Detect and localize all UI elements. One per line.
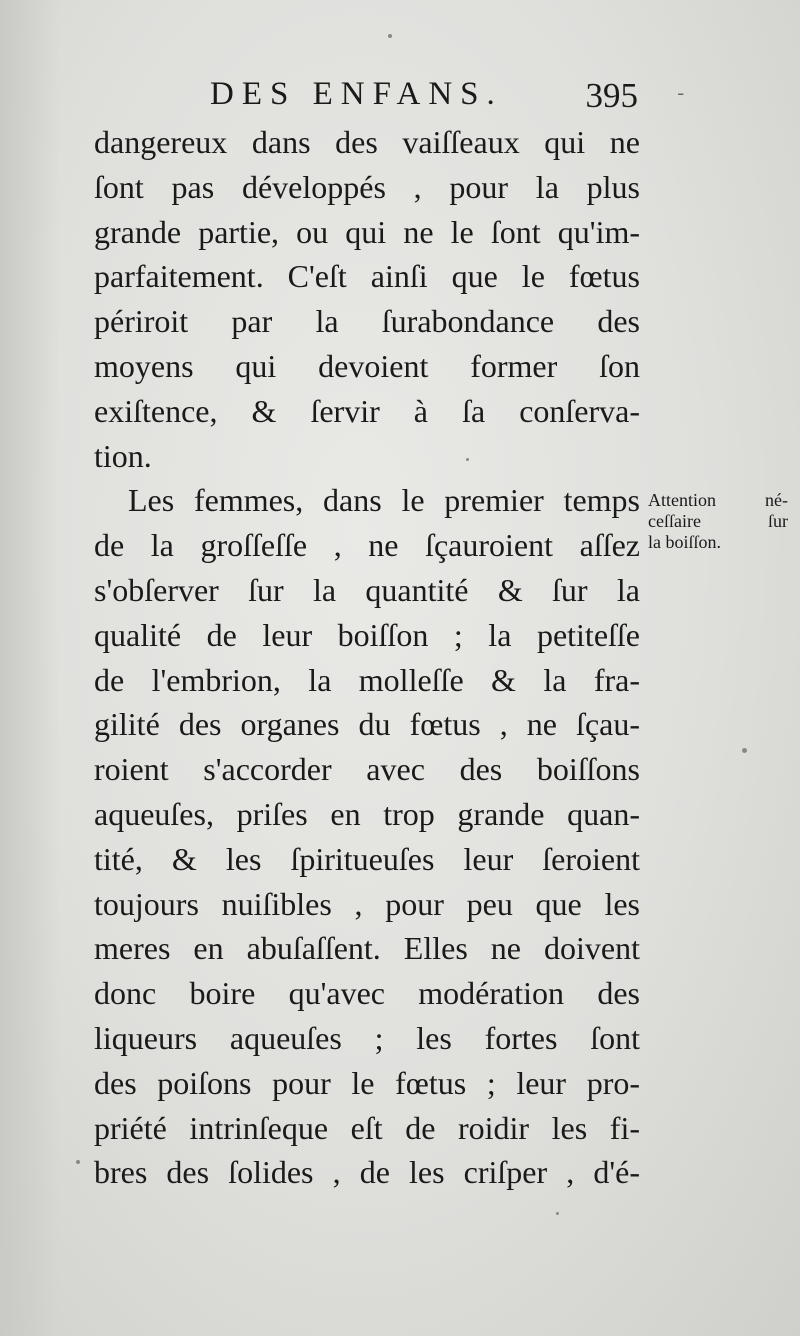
paper-speck [556, 1212, 559, 1215]
text-line: gilité des organes du fœtus , ne ſçau- [94, 706, 640, 743]
text-line: de la groſſeſſe , ne ſçauroient aſſez [94, 527, 640, 564]
text-line: meres en abuſaſſent. Elles ne doivent [94, 930, 640, 967]
text-line: s'obſerver ſur la quantité & ſur la [94, 571, 640, 608]
margin-dash: - [677, 82, 684, 104]
paragraph-start-line: Les femmes, dans le premier temps [128, 482, 640, 519]
text-line: aqueuſes, priſes en trop grande quan- [94, 795, 640, 832]
text-line: de l'embrion, la molleſſe & la fra- [94, 661, 640, 698]
text-line: des poiſons pour le fœtus ; leur pro- [94, 1064, 640, 1101]
running-head [210, 72, 684, 120]
text-line: ſont pas développés , pour la plus [94, 168, 640, 205]
text-line: liqueurs aqueuſes ; les fortes ſont [94, 1019, 640, 1056]
gutter-shadow [0, 0, 60, 1336]
paper-speck [76, 1160, 80, 1164]
margin-note-line: Attention né- [648, 490, 788, 510]
text-line: tion. [94, 437, 152, 474]
running-title: DES ENFANS. [210, 76, 503, 112]
margin-note-line: la boiſſon. [648, 532, 721, 552]
text-line: tité, & les ſpiritueuſes leur ſeroient [94, 840, 640, 877]
text-line: donc boire qu'avec modération des [94, 975, 640, 1012]
text-line: priété intrinſeque eſt de roidir les fi- [94, 1109, 640, 1146]
margin-note-line: ceſſaire ſur [648, 511, 788, 531]
text-line: qualité de leur boiſſon ; la petiteſſe [94, 616, 640, 653]
text-line: bres des ſolides , de les criſper , d'é- [94, 1154, 640, 1191]
text-line: dangereux dans des vaiſſeaux qui ne [94, 124, 640, 160]
margin-note [648, 490, 788, 553]
body-text [94, 120, 640, 1195]
text-line: périroit par la ſurabondance des [94, 303, 640, 340]
text-line: exiſtence, & ſervir à ſa conſerva- [94, 392, 640, 429]
page-number: 395 [585, 76, 638, 115]
text-line: toujours nuiſibles , pour peu que les [94, 885, 640, 922]
text-line: moyens qui devoient former ſon [94, 347, 640, 384]
paper-speck [742, 748, 747, 753]
paper-speck [388, 34, 392, 38]
text-line: grande partie, ou qui ne le ſont qu'im- [94, 213, 640, 250]
text-line: roient s'accorder avec des boiſſons [94, 751, 640, 788]
paper-speck [466, 458, 469, 461]
text-line: parfaitement. C'eſt ainſi que le fœtus [94, 258, 640, 295]
